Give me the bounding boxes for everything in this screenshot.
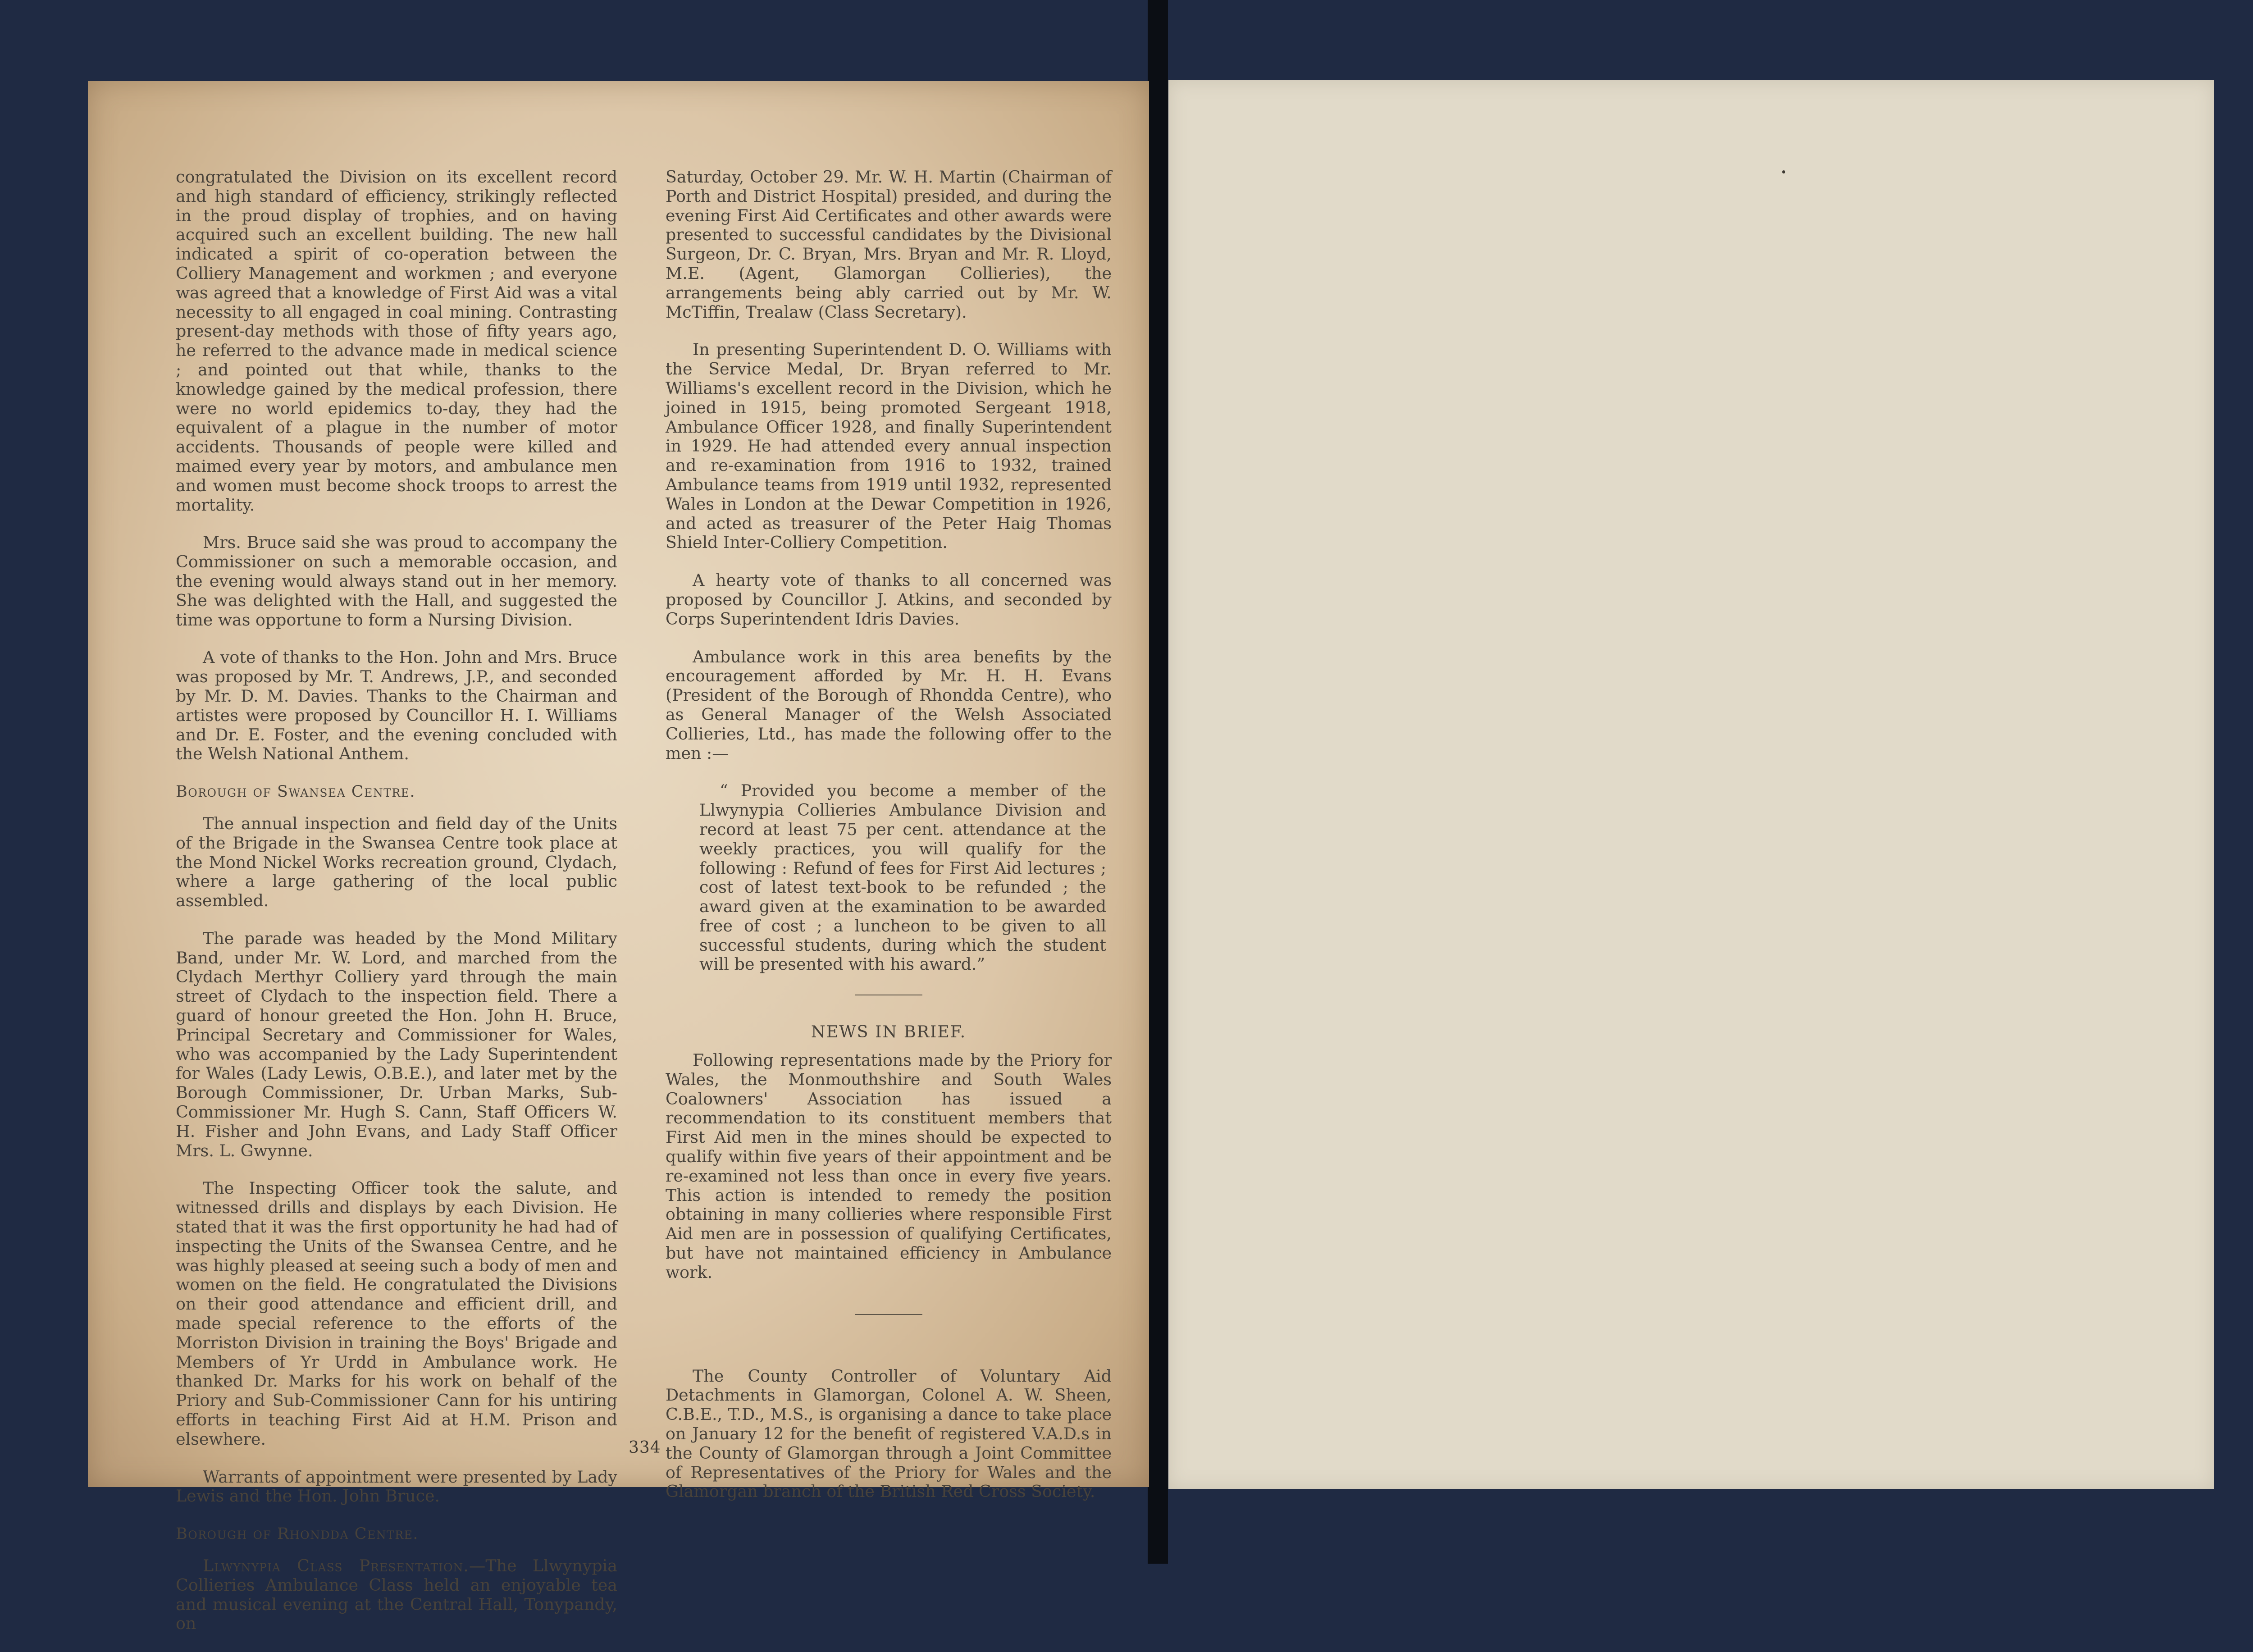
paragraph: In presenting Superintendent D. O. Williams with the Service Medal, Dr. Bryan referred to Mr. Williams's excellent record in the Division, which he joined in 1915, being promoted Sergeant 1918, Ambulance Officer 1928, and finally Superintendent in 1929. He had attended every annual inspection and re-examination from 1916 to 1932, trained Ambulance teams from 1919 until 1932, represented Wales in London at the Dewar Competition in 1926, and acted as treasurer of the Peter Haig Thomas Shield Inter-Colliery Competition. — [666, 340, 1112, 552]
left-text-column — [176, 168, 617, 1652]
right-page-blank — [1168, 80, 2214, 1489]
section-heading-rhondda: Borough of Rhondda Centre. — [176, 1525, 419, 1543]
paragraph: Mrs. Bruce said she was proud to accompany the Commissioner on such a memorable occasion, and the evening would always stand out in her memory. She was delighted with the Hall, and suggested the time was opportune to form a Nursing Division. — [176, 533, 617, 630]
paper-speck — [1782, 170, 1785, 173]
paragraph: Saturday, October 29. Mr. W. H. Martin (Chairman of Porth and District Hospital) presided, and during the evening First Aid Certificates and other awards were presented to successful candidates by the Divisional Surgeon, Dr. C. Bryan, Mrs. Bryan and Mr. R. Lloyd, M.E. (Agent, Glamorgan Collieries), the arrangements being ably carried out by Mr. W. McTiffin, Trealaw (Class Secretary). — [666, 167, 1112, 322]
paragraph: Ambulance work in this area benefits by the encouragement afforded by Mr. H. H. Evans (President of the Borough of Rhondda Centre), who as General Manager of the Welsh Associated Collieries, Ltd., has made the following offer to the men :— — [666, 647, 1112, 763]
book-spine — [1148, 0, 1168, 1564]
page-number: 334 — [629, 1438, 661, 1457]
block-quote: “ Provided you become a member of the Llwynypia Collieries Ambulance Division and record at least 75 per cent. attendance at the weekly practices, you will qualify for the following : Refund of fees for First Aid lectures ; cost of latest text-book to be refunded ; the award given at the examination to be awarded free of cost ; a luncheon to be given to all successful students, during which the student will be presented with his award.” — [699, 781, 1106, 974]
paragraph-lead: Llwynypia Class Presentation. — [203, 1556, 469, 1575]
section-title-news: NEWS IN BRIEF. — [811, 1022, 967, 1042]
paragraph: The parade was headed by the Mond Military Band, under Mr. W. Lord, and marched from the Clydach Merthyr Colliery yard through the main street of Clydach to the inspection field. There a guard of honour greeted the Hon. John H. Bruce, Principal Secretary and Commissioner for Wales, who was accompanied by the Lady Superintendent for Wales (Lady Lewis, O.B.E.), and later met by the Borough Commissioner, Dr. Urban Marks, Sub-Commissioner Mr. Hugh S. Cann, Staff Officers W. H. Fisher and John Evans, and Lady Staff Officer Mrs. L. Gwynne. — [176, 928, 617, 1160]
paragraph: A vote of thanks to the Hon. John and Mrs. Bruce was proposed by Mr. T. Andrews, J.P., and seconded by Mr. D. M. Davies. Thanks to the Chairman and artistes were proposed by Councillor H. I. Williams and Dr. E. Foster, and the evening concluded with the Welsh National Anthem. — [176, 648, 617, 764]
paragraph: The Inspecting Officer took the salute, and witnessed drills and displays by each Division. He stated that it was the first opportunity he had had of inspecting the Units of the Swansea Centre, and he was highly pleased at seeing such a body of men and women on the field. He congratulated the Divisions on their good attendance and efficient drill, and made special reference to the efforts of the Morriston Division in training the Boys' Brigade and Members of Yr Urdd in Ambulance work. He thanked Dr. Marks for his work on behalf of the Priory and Sub-Commissioner Cann for his untiring efforts in teaching First Aid at H.M. Prison and elsewhere. — [176, 1178, 617, 1449]
section-heading-swansea: Borough of Swansea Centre. — [176, 783, 416, 801]
paragraph: Following representations made by the Priory for Wales, the Monmouthshire and South Wales Coalowners' Association has issued a recommendation to its constituent members that First Aid men in the mines should be expected to qualify within five years of their appointment and be re-examined not less than once in every five years. This action is intended to remedy the position obtaining in many collieries where responsible First Aid men are in possession of qualifying Certificates, but have not maintained efficiency in Ambulance work. — [666, 1050, 1112, 1282]
paragraph: The County Controller of Voluntary Aid Detachments in Glamorgan, Colonel A. W. Sheen, C.B.E., T.D., M.S., is organising a dance to take place on January 12 for the benefit of registered V.A.D.s in the County of Glamorgan through a Joint Committee of Representatives of the Priory for Wales and the Glamorgan branch of the British Red Cross Society. — [666, 1366, 1112, 1501]
paragraph: The annual inspection and field day of the Units of the Brigade in the Swansea Centre took place at the Mond Nickel Works recreation ground, Clydach, where a large gathering of the local public assembled. — [176, 813, 617, 911]
paragraph: congratulated the Division on its excellent record and high standard of efficiency, strikingly reflected in the proud display of trophies, and on having acquired such an excellent building. The new hall indicated a spirit of co-operation between the Colliery Management and workmen ; and everyone was agreed that a knowledge of First Aid was a vital necessity to all engaged in coal mining. Contrasting present-day methods with those of fifty years ago, he referred to the advance made in medical science ; and pointed out that while, thanks to the knowledge gained by the medical profession, there were no world epidemics to-day, they had the equivalent of a plague in the number of motor accidents. Thousands of people were killed and maimed every year by motors, and ambulance men and women must become shock troops to arrest the mortality. — [176, 167, 617, 515]
paragraph: Warrants of appointment were presented by Lady Lewis and the Hon. John Bruce. — [176, 1467, 617, 1506]
paragraph: A hearty vote of thanks to all concerned was proposed by Councillor J. Atkins, and seconded by Corps Superintendent Idris Davies. — [666, 570, 1112, 629]
paragraph-body: —The Llwynypia Collieries Ambulance Class held an enjoyable tea and musical evening at the Central Hall, Tonypandy, on — [176, 1556, 618, 1634]
paragraph — [176, 1556, 617, 1634]
section-divider — [855, 1314, 922, 1315]
right-text-column — [666, 168, 1112, 1520]
